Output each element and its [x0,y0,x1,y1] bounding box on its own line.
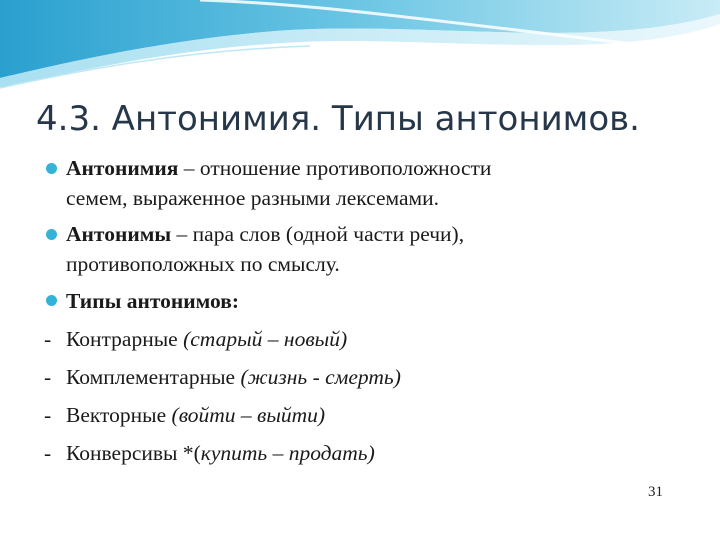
dash-marker: - [44,365,52,389]
page-number: 31 [648,484,663,500]
bullet-text: – пара слов (одной части речи), [171,222,465,246]
bullet-text-continued: семем, выраженное разными лексемами. [66,186,440,210]
bullet-dot-icon [46,229,57,240]
dash-marker: - [44,327,52,351]
bullet-item-antonyms [44,219,694,279]
type-example: (старый – новый) [183,327,348,351]
type-item-conversive [44,437,694,469]
dash-marker: - [44,441,52,465]
bullet-text: – отношение противоположности [178,156,492,180]
slide-title: 4.3. Антонимия. Типы антонимов. [36,99,640,139]
bullet-term: Типы антонимов: [66,289,240,313]
dash-marker: - [44,403,52,427]
type-example: (войти – выйти) [171,403,326,427]
type-name: Конверсивы *( [66,441,201,465]
slide-content [44,153,694,475]
bullet-text-continued: противоположных по смыслу. [66,252,340,276]
type-example: купить – продать) [200,441,375,465]
type-name: Векторные [66,403,172,427]
bullet-item-types [44,285,694,317]
bullet-term: Антонимы [66,222,172,246]
type-item-vector [44,399,694,431]
type-item-complementary [44,361,694,393]
bullet-term: Антонимия [66,156,179,180]
bullet-item-antonymy [44,153,694,213]
type-name: Контрарные [66,327,184,351]
type-name: Комплементарные [66,365,241,389]
bullet-dot-icon [46,295,57,306]
type-item-contrary [44,323,694,355]
header-wave-decoration [0,0,720,110]
bullet-dot-icon [46,163,57,174]
type-example: (жизнь - смерть) [240,365,401,389]
